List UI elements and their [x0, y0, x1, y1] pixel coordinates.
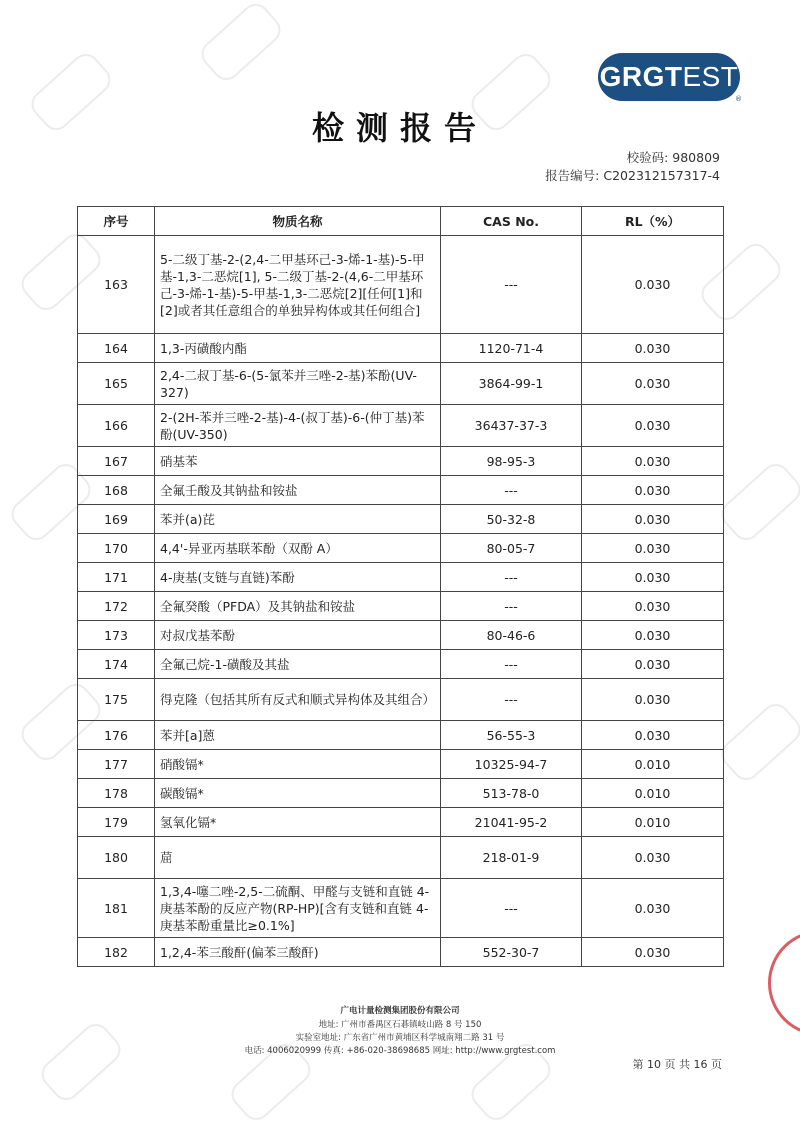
cell-no: 174: [78, 650, 155, 679]
report-number-label: 报告编号:: [545, 168, 600, 183]
cell-cas: ---: [441, 592, 582, 621]
cell-name: 苯并[a]蒽: [155, 721, 441, 750]
cell-name: 5-二级丁基-2-(2,4-二甲基环己-3-烯-1-基)-5-甲基-1,3-二恶烷[1], 5-二级丁基-2-(4,6-二甲基环己-3-烯-1-基)-5-甲基-1,3-二恶烷[2][任何[1]和[2]或者其任意组合的单独异构体或其任何组合]: [155, 236, 441, 334]
cell-no: 168: [78, 476, 155, 505]
cell-cas: 218-01-9: [441, 837, 582, 879]
col-header-cas: CAS No.: [441, 207, 582, 236]
cell-no: 182: [78, 938, 155, 967]
cell-no: 173: [78, 621, 155, 650]
cell-rl: 0.030: [582, 505, 724, 534]
table-row: [78, 837, 724, 879]
cell-rl: 0.030: [582, 938, 724, 967]
cell-name: 4,4'-异亚丙基联苯酚（双酚 A）: [155, 534, 441, 563]
col-header-no: 序号: [78, 207, 155, 236]
cell-name: 1,3,4-噻二唑-2,5-二硫酮、甲醛与支链和直链 4-庚基苯酚的反应产物(RP-HP)[含有支链和直链 4-庚基苯酚重量比≥0.1%]: [155, 879, 441, 938]
table-row: [78, 505, 724, 534]
watermark: [716, 698, 800, 786]
table-row: [78, 534, 724, 563]
cell-cas: ---: [441, 236, 582, 334]
table-row: [78, 621, 724, 650]
table-row: [78, 679, 724, 721]
cell-cas: 36437-37-3: [441, 405, 582, 447]
company-logo: [598, 53, 740, 101]
cell-rl: 0.030: [582, 721, 724, 750]
report-number: [545, 166, 720, 184]
cell-name: 全氟癸酸（PFDA）及其钠盐和铵盐: [155, 592, 441, 621]
cell-no: 177: [78, 750, 155, 779]
cell-cas: ---: [441, 879, 582, 938]
col-header-rl: RL（%）: [582, 207, 724, 236]
table-row: [78, 334, 724, 363]
substance-table: [77, 206, 724, 967]
page-number: 第 10 页 共 16 页: [632, 1058, 722, 1071]
cell-name: 硝基苯: [155, 447, 441, 476]
check-code-label: 校验码:: [626, 150, 669, 165]
cell-rl: 0.010: [582, 808, 724, 837]
cell-cas: 98-95-3: [441, 447, 582, 476]
table-row: [78, 476, 724, 505]
report-title: 检测报告: [311, 109, 488, 147]
cell-name: 氢氧化镉*: [155, 808, 441, 837]
cell-cas: 50-32-8: [441, 505, 582, 534]
cell-cas: 56-55-3: [441, 721, 582, 750]
table-row: [78, 236, 724, 334]
cell-rl: 0.030: [582, 592, 724, 621]
cell-cas: ---: [441, 563, 582, 592]
cell-cas: ---: [441, 476, 582, 505]
cell-rl: 0.010: [582, 750, 724, 779]
table-row: [78, 879, 724, 938]
cell-no: 165: [78, 363, 155, 405]
cell-cas: 21041-95-2: [441, 808, 582, 837]
cell-no: 167: [78, 447, 155, 476]
cell-cas: 1120-71-4: [441, 334, 582, 363]
cell-name: 全氟己烷-1-磺酸及其盐: [155, 650, 441, 679]
cell-rl: 0.030: [582, 621, 724, 650]
cell-name: 对叔戊基苯酚: [155, 621, 441, 650]
cell-cas: 80-05-7: [441, 534, 582, 563]
table-row: [78, 721, 724, 750]
cell-rl: 0.010: [582, 779, 724, 808]
cell-name: 苯并(a)芘: [155, 505, 441, 534]
cell-cas: 80-46-6: [441, 621, 582, 650]
logo-test-text: EST: [682, 61, 739, 92]
cell-cas: ---: [441, 650, 582, 679]
cell-no: 170: [78, 534, 155, 563]
cell-rl: 0.030: [582, 334, 724, 363]
cell-rl: 0.030: [582, 837, 724, 879]
table-row: [78, 938, 724, 967]
cell-no: 169: [78, 505, 155, 534]
cell-name: 2-(2H-苯并三唑-2-基)-4-(叔丁基)-6-(仲丁基)苯酚(UV-350): [155, 405, 441, 447]
registered-mark: ®: [735, 95, 742, 103]
cell-no: 180: [78, 837, 155, 879]
cell-rl: 0.030: [582, 534, 724, 563]
cell-name: 全氟壬酸及其钠盐和铵盐: [155, 476, 441, 505]
cell-rl: 0.030: [582, 563, 724, 592]
cell-no: 166: [78, 405, 155, 447]
cell-no: 178: [78, 779, 155, 808]
cell-no: 179: [78, 808, 155, 837]
cell-rl: 0.030: [582, 447, 724, 476]
cell-cas: ---: [441, 679, 582, 721]
table-row: [78, 405, 724, 447]
cell-name: 4-庚基(支链与直链)苯酚: [155, 563, 441, 592]
watermark: [196, 0, 286, 86]
footer-lab-address: 实验室地址: 广东省广州市黄埔区科学城南翔二路 31 号: [295, 1033, 505, 1043]
cell-name: 1,2,4-苯三酸酐(偏苯三酸酐): [155, 938, 441, 967]
cell-no: 181: [78, 879, 155, 938]
cell-no: 172: [78, 592, 155, 621]
cell-no: 175: [78, 679, 155, 721]
table-row: [78, 650, 724, 679]
table-row: [78, 563, 724, 592]
table-body: [78, 236, 724, 967]
footer-address: 地址: 广州市番禺区石碁镇岐山路 8 号 150: [318, 1020, 482, 1030]
cell-name: 硝酸镉*: [155, 750, 441, 779]
table-row: [78, 592, 724, 621]
cell-cas: 3864-99-1: [441, 363, 582, 405]
report-number-value: C202312157317-4: [603, 168, 720, 183]
check-code: [627, 148, 720, 166]
cell-rl: 0.030: [582, 363, 724, 405]
cell-rl: 0.030: [582, 476, 724, 505]
logo-main-text: GRGT: [599, 61, 683, 92]
table-header-row: [78, 207, 724, 236]
footer-company: 广电计量检测集团股份有限公司: [340, 1006, 460, 1016]
cell-cas: 552-30-7: [441, 938, 582, 967]
table-row: [78, 363, 724, 405]
cell-rl: 0.030: [582, 679, 724, 721]
cell-rl: 0.030: [582, 405, 724, 447]
footer-contact: 电话: 4006020999 传真: +86-020-38698685 网址: http://www.grgtest.com: [244, 1046, 556, 1056]
cell-cas: 513-78-0: [441, 779, 582, 808]
cell-no: 171: [78, 563, 155, 592]
cell-name: 2,4-二叔丁基-6-(5-氯苯并三唑-2-基)苯酚(UV-327): [155, 363, 441, 405]
table-row: [78, 808, 724, 837]
table-row: [78, 750, 724, 779]
cell-no: 176: [78, 721, 155, 750]
cell-no: 164: [78, 334, 155, 363]
table-row: [78, 447, 724, 476]
cell-rl: 0.030: [582, 236, 724, 334]
table-row: [78, 779, 724, 808]
cell-name: 得克隆（包括其所有反式和顺式异构体及其组合）: [155, 679, 441, 721]
col-header-name: 物质名称: [155, 207, 441, 236]
watermark: [716, 458, 800, 546]
cell-name: 1,3-丙磺酸内酯: [155, 334, 441, 363]
cell-rl: 0.030: [582, 650, 724, 679]
cell-no: 163: [78, 236, 155, 334]
cell-rl: 0.030: [582, 879, 724, 938]
cell-name: 碳酸镉*: [155, 779, 441, 808]
check-code-value: 980809: [672, 150, 720, 165]
cell-cas: 10325-94-7: [441, 750, 582, 779]
cell-name: 䓛: [155, 837, 441, 879]
